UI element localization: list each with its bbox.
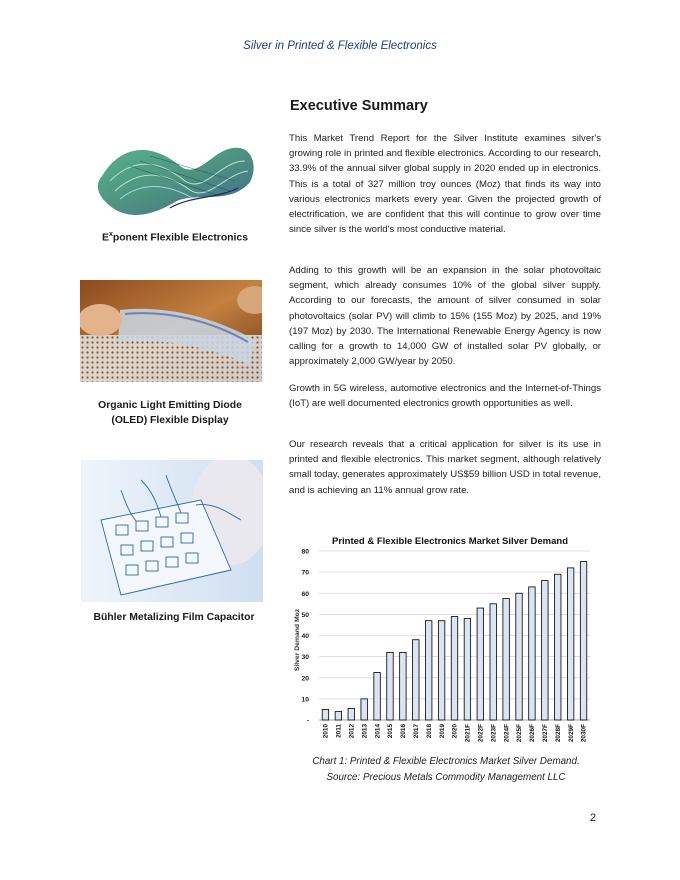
chart-caption-line-2: Source: Precious Metals Commodity Management LLC [326, 772, 566, 783]
paragraph-3: Growth in 5G wireless, automotive electronics and the Internet-of-Things (IoT) are well documented electronics growth opportunities as well. [289, 383, 601, 410]
chart-bar [490, 604, 496, 720]
chart-y-tick-label: 30 [301, 654, 309, 662]
chart-bar [335, 712, 341, 720]
chart-y-tick-label: 10 [301, 696, 309, 704]
chart-x-tick-label: 2012 [348, 724, 356, 739]
chart-x-tick-label: 2023F [490, 724, 498, 743]
chart-x-tick-label: 2025F [516, 724, 524, 743]
chart-y-tick-label: 60 [301, 590, 309, 598]
chart-bar [567, 568, 573, 720]
exponent-flexible-electronics-image [80, 136, 264, 224]
paragraph-4: Our research reveals that a critical application for silver is its use in printed and flexible electronics. This market segment, although relatively small today, generates approximately US$59 billion USD in total revenue, and is achieving an 11% annual grow rate. [289, 439, 601, 496]
chart-x-tick-label: 2015 [387, 724, 395, 739]
chart-bar [555, 574, 561, 720]
chart-y-tick-label: 40 [301, 633, 309, 640]
chart-x-tick-label: 2021F [464, 724, 472, 743]
section-title: Executive Summary [290, 98, 428, 114]
chart-title: Printed & Flexible Electronics Market Silver Demand [332, 536, 568, 547]
chart-caption-line-1: Chart 1: Printed & Flexible Electronics Market Silver Demand. [312, 756, 580, 767]
chart-bar [542, 581, 548, 720]
chart-bar [529, 587, 535, 720]
figure-2-caption-line-1: Organic Light Emitting Diode [98, 400, 242, 411]
chart-x-tick-label: 2018 [425, 724, 433, 739]
film-capacitor-image [81, 460, 263, 602]
chart-caption [290, 754, 602, 786]
chart-x-tick-label: 2016 [400, 724, 408, 739]
chart-bar [438, 621, 444, 720]
figure-2-caption [90, 398, 250, 428]
chart-x-tick-label: 2011 [335, 724, 343, 738]
chart-x-tick-label: 2024F [503, 724, 511, 743]
oled-flexible-display-image [80, 280, 262, 382]
chart-bar [516, 593, 522, 720]
chart-x-tick-label: 2030F [580, 724, 588, 743]
chart-y-axis-label: Silver Demand Moz [294, 608, 301, 672]
paragraph-2: Adding to this growth will be an expansion in the solar photovoltaic segment, which already consumes 10% of the global silver supply. According to our forecasts, the amount of silver consumed in solar photovoltaics (solar PV) will climb to 15% (155 Moz) by 2025, and 19% (197 Moz) by 2030. The International Renewable Energy Agency is now calling for a growth to 14,000 GW of installed solar PV globally, or approximately 2,000 GW/year by 2050. [289, 265, 601, 368]
chart-x-tick-label: 2013 [361, 724, 369, 739]
chart-y-tick-label: 20 [301, 675, 309, 683]
chart-y-tick-label: 50 [301, 611, 309, 619]
chart-bar [374, 672, 380, 720]
chart-x-tick-label: 2019 [438, 724, 446, 739]
chart-bar [477, 608, 483, 720]
chart-y-tick-label: 80 [301, 548, 309, 556]
chart-bar [503, 599, 509, 720]
figure-2-caption-line-2: (OLED) Flexible Display [111, 415, 229, 426]
chart-bar [580, 562, 586, 720]
page-number: 2 [590, 812, 597, 824]
chart-bar [451, 616, 457, 720]
chart-bar [322, 709, 328, 720]
silver-demand-chart-svg [286, 530, 606, 752]
paragraph-1: This Market Trend Report for the Silver Institute examines silver's growing role in printed and flexible electronics. According to our research, 33.9% of the annual silver global supply in 2020 ended up in electronics. This is a total of 327 million troy ounces (Moz) that finds its way into various electronics markets every year. Given the projected growth of electrification, we are confident that this will continue to grow over time since silver is the world's most conductive material. [289, 133, 601, 236]
chart-bar [413, 640, 419, 720]
chart-x-tick-label: 2026F [529, 724, 537, 743]
chart-x-tick-label: 2020 [451, 724, 459, 739]
running-header: Silver in Printed & Flexible Electronics [243, 40, 437, 52]
chart-x-tick-label: 2010 [322, 724, 330, 739]
chart-bar [400, 652, 406, 720]
silver-demand-chart [286, 530, 606, 752]
chart-y-tick-label: 70 [301, 569, 309, 577]
chart-x-tick-label: 2028F [554, 724, 562, 743]
chart-bar [464, 619, 470, 720]
chart-x-tick-label: 2027F [542, 724, 550, 743]
chart-bar [387, 652, 393, 720]
chart-bar [348, 708, 354, 720]
chart-x-tick-label: 2017 [412, 724, 420, 739]
figure-1-caption: $E^xponent$ Flexible Electronics [102, 231, 248, 244]
chart-x-tick-label: 2022F [477, 724, 485, 743]
figure-3-caption: Bühler Metalizing Film Capacitor [93, 612, 255, 623]
chart-y-tick-label: - [306, 717, 309, 725]
chart-x-tick-label: 2014 [374, 724, 382, 739]
chart-x-tick-label: 2029F [567, 724, 575, 743]
chart-bar [361, 699, 367, 720]
chart-bar [425, 621, 431, 720]
